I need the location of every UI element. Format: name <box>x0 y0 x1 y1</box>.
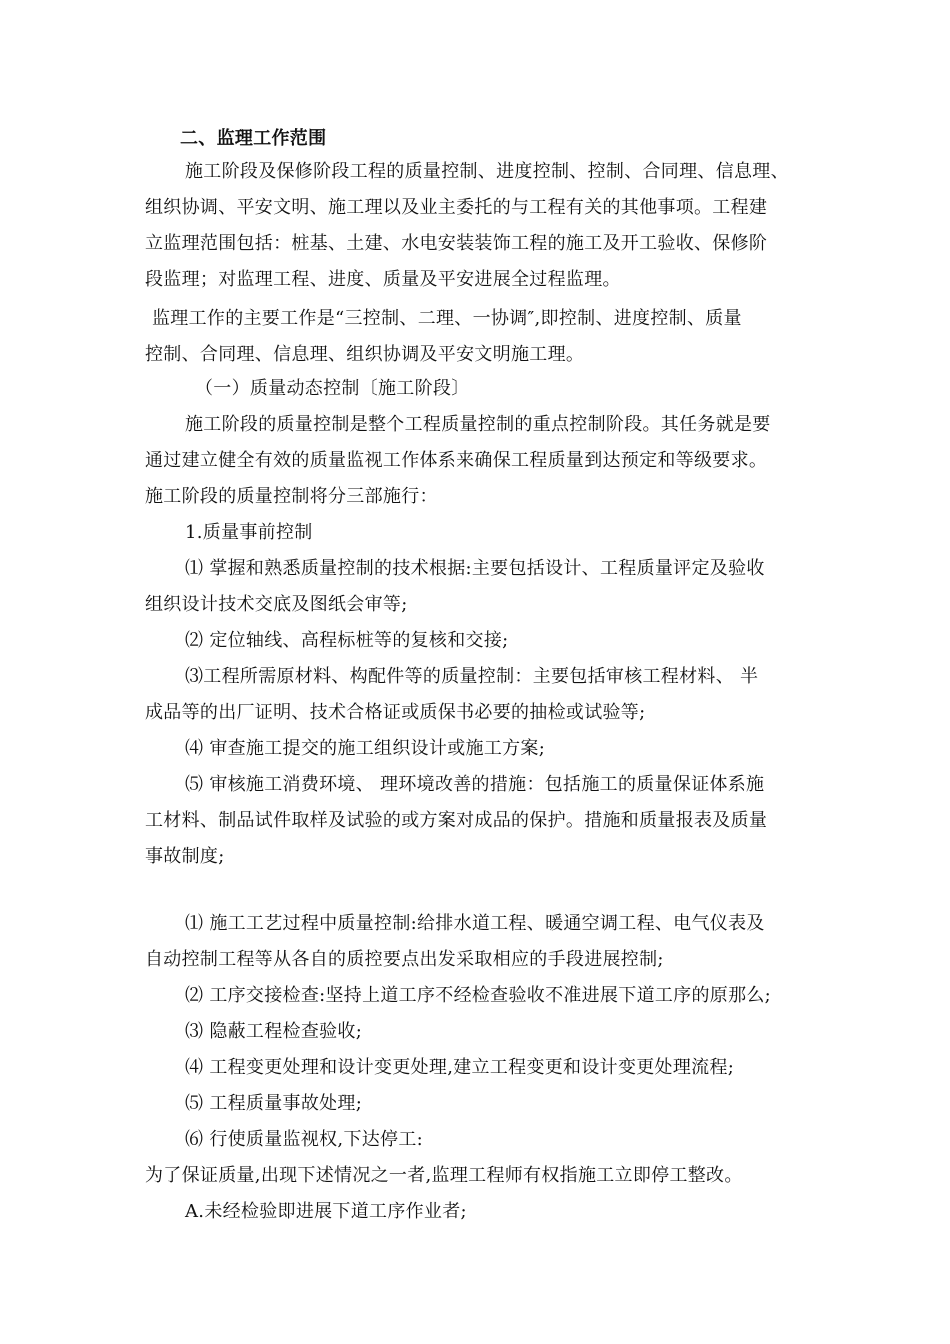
subsection-title: （一）质量动态控制〔施工阶段〕 <box>195 378 470 399</box>
list-item: ⑸ 工程质量事故处理; <box>185 1093 363 1114</box>
list-item: ⑵ 工序交接检查:坚持上道工序不经检查验收不准进展下道工序的原那么; <box>185 985 772 1006</box>
list-item: 工材料、制品试件取样及试验的或方案对成品的保护。措施和质量报表及质量 <box>145 810 768 831</box>
paragraph-line: 控制、合同理、信息理、组织协调及平安文明施工理。 <box>145 344 585 365</box>
list-item: ⑴ 掌握和熟悉质量控制的技术根据:主要包括设计、工程质量评定及验收 <box>185 558 765 579</box>
paragraph-line: 段监理；对监理工程、进度、质量及平安进展全过程监理。 <box>145 269 621 290</box>
paragraph-line: 监理工作的主要工作是“三控制、二理、一协调″,即控制、进度控制、质量 <box>152 308 742 329</box>
paragraph-line: 施工阶段及保修阶段工程的质量控制、进度控制、控制、合同理、信息理、 <box>185 161 789 182</box>
section-heading: 二、监理工作范围 <box>180 128 327 149</box>
list-title: 1.质量事前控制 <box>185 522 313 543</box>
paragraph-line: 为了保证质量,出现下述情况之一者,监理工程师有权指施工立即停工整改。 <box>145 1165 743 1186</box>
list-item: 事故制度; <box>145 846 225 867</box>
paragraph-line: 组织协调、平安文明、施工理以及业主委托的与工程有关的其他事项。工程建 <box>145 197 768 218</box>
list-item: A.未经检验即进展下道工序作业者; <box>185 1201 467 1222</box>
list-item: ⑷ 工程变更处理和设计变更处理,建立工程变更和设计变更处理流程; <box>185 1057 735 1078</box>
paragraph-line: 施工阶段的质量控制将分三部施行： <box>145 486 438 507</box>
list-item: 成品等的出厂证明、技术合格证或质保书必要的抽检或试验等; <box>145 702 646 723</box>
list-item: ⑴ 施工工艺过程中质量控制:给排水道工程、暖通空调工程、电气仪表及 <box>185 913 765 934</box>
list-item: ⑶ 隐蔽工程检查验收; <box>185 1021 363 1042</box>
paragraph-line: 立监理范围包括：桩基、土建、水电安装装饰工程的施工及开工验收、保修阶 <box>145 233 768 254</box>
list-item: ⑷ 审查施工提交的施工组织设计或施工方案; <box>185 738 546 759</box>
list-item: ⑸ 审核施工消费环境、 理环境改善的措施：包括施工的质量保证体系施 <box>185 774 765 795</box>
list-item: ⑶工程所需原材料、构配件等的质量控制：主要包括审核工程材料、 半 <box>185 666 759 687</box>
paragraph-line: 施工阶段的质量控制是整个工程质量控制的重点控制阶段。其任务就是要 <box>185 414 771 435</box>
list-item: 自动控制工程等从各自的质控要点出发采取相应的手段进展控制; <box>145 949 664 970</box>
list-item: ⑵ 定位轴线、高程标桩等的复核和交接; <box>185 630 509 651</box>
list-item: ⑹ 行使质量监视权,下达停工: <box>185 1129 424 1150</box>
paragraph-line: 通过建立健全有效的质量监视工作体系来确保工程质量到达预定和等级要求。 <box>145 450 768 471</box>
list-item: 组织设计技术交底及图纸会审等; <box>145 594 408 615</box>
